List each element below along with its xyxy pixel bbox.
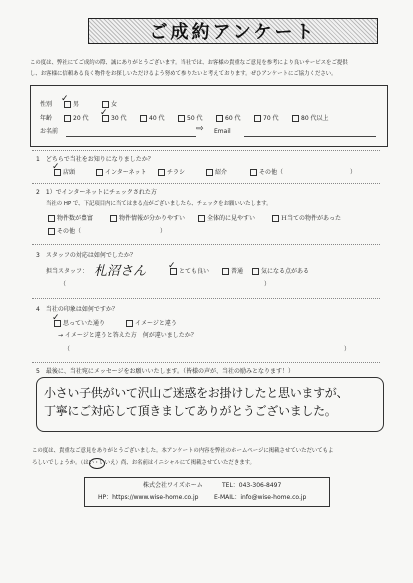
email-field[interactable] [246,128,374,136]
q1-option-internet[interactable] [96,169,146,176]
age-option-20[interactable] [64,115,89,122]
age-option-label: 60 代 [225,115,241,122]
q3-staff-name: 札沼さん [94,264,147,279]
age-option-label: 70 代 [263,115,279,122]
q3-option-label: とても良い [179,268,210,275]
gender-female-label: 女 [111,101,118,108]
consent-line-2: ろしいでしょうか。（はい・いいえ）尚、お名前はイニシャルにて掲載させていただきます。 [32,460,255,466]
q1-option-label: その他（ [259,169,284,176]
q2-subtitle: 当社の HP で、下記項目内に当てはまる点がございましたら、チェックをお願いいたします。 [46,201,272,207]
age-option-label: 20 代 [73,115,89,122]
q2-option-label: 物件数が豊富 [57,215,94,222]
q2-option-clear-info[interactable] [110,215,185,222]
q2-option-many-properties[interactable] [48,215,93,222]
gender-label: 性別 [40,101,53,108]
section-divider [32,150,380,151]
q4-checkmark-icon: ✓ [52,313,60,323]
q3-title: 3 スタッフの対応は如何でしたか？ [36,252,136,259]
intro-line-1: この度は、弊社にてご成約の際、誠にありがとうございます。当社では、お客様の貴重なご意見を参考により良いサービスをご提供 [30,60,348,66]
page-title: ご成約アンケート [88,18,378,44]
q2-option-label: Ｈ当ての物件があった [281,215,341,222]
q4-title: 4 当社の印象は如何ですか？ [36,306,118,313]
gender-male-label: 男 [73,101,80,108]
age-30-checkmark-icon: ✓ [100,108,108,118]
age-option-label: 30 代 [111,115,127,122]
name-field-line [66,136,196,137]
q2-option-label: 全体的に見やすい [207,215,256,222]
q3-option-label: 気になる点がある [261,268,310,275]
q1-checkmark-icon: ✓ [52,162,60,172]
section-divider [32,244,380,245]
age-option-70[interactable] [254,115,279,122]
q3-option-concern[interactable] [252,268,309,275]
section-divider [32,298,380,299]
footer-hp[interactable]: HP：https://www.wise-home.co.jp [98,494,199,501]
q4-option-label: イメージと違う [135,320,177,327]
q3-checkmark-icon: ✓ [168,261,176,271]
q1-option-referral[interactable] [206,169,227,176]
consent-yes-circle-mark [89,458,105,469]
section-divider [32,362,380,363]
q3-open: （ [60,281,67,288]
q3-option-normal[interactable] [222,268,243,275]
q1-option-label: 店頭 [63,169,76,176]
age-option-60[interactable] [216,115,241,122]
q1-option-other[interactable] [250,169,283,176]
gender-male-checkmark-icon: ✓ [61,94,69,104]
q1-option-label: インターネット [105,169,147,176]
age-option-40[interactable] [140,115,165,122]
section-divider [32,183,380,184]
q2-option-label: その他（ [57,228,82,235]
footer-email[interactable]: E-MAIL：info@wise-home.co.jp [214,494,307,501]
q3-option-label: 普通 [231,268,244,275]
q2-option-label: 物件情報が分かりやすい [119,215,186,222]
q1-option-label: チラシ [167,169,186,176]
age-option-50[interactable] [178,115,203,122]
q3-option-very-good[interactable] [170,268,209,275]
age-option-label: 80 代以上 [301,115,329,122]
age-label: 年齢 [40,115,53,122]
arrow-icon: ⇨ [196,124,204,134]
email-label: Email [214,128,231,135]
age-option-label: 50 代 [187,115,203,122]
q4-option-label: 思っていた通り [63,320,106,327]
q3-close: ） [264,281,271,288]
gender-female-checkbox[interactable] [102,101,117,108]
q4-option-as-expected[interactable] [54,320,105,327]
age-option-label: 40 代 [149,115,165,122]
age-option-80[interactable] [292,115,329,122]
consent-line-1: この度は、貴重なご意見をありがとうございました。本アンケートの内容を弊社のホームページに掲載させていただいてもよ [32,448,334,454]
footer-company: 株式会社ワイズホーム [143,482,203,489]
q2-option-easy-to-view[interactable] [198,215,255,222]
q5-message-line-2: 丁寧にご対応して頂きましてありがとうございました。 [44,404,337,418]
q2-option-target-property[interactable] [272,215,341,222]
q4-open: （ [64,346,71,353]
intro-line-2: し、お客様に信頼ある良く物件をお探しいただけるよう努めて参りたいと考えております。ぜひアンケートにご協力ください。 [30,71,337,77]
q2-other-close: ） [160,228,167,235]
name-field[interactable] [70,128,190,136]
footer-box [84,477,330,507]
q2-option-other[interactable] [48,228,81,235]
q5-title: 5 最後に、当社宛にメッセージをお願いいたします。（皆様の声が、当社の励みとなります！） [36,368,294,375]
q1-option-label: 紹介 [215,169,228,176]
q4-follow-up: → イメージと違うと答えた方 何が違いましたか？ [58,332,197,339]
footer-tel: TEL：043-306-8497 [222,482,282,489]
q2-title: 2 1）でインターネットにチェックされた方 [36,189,157,196]
q1-title: 1 どちらで当社をお知りになりましたか？ [36,156,154,163]
q3-staff-label: 担当スタッフ： [46,268,89,275]
q4-close: ） [344,346,351,353]
q5-message-line-1: 小さい子供がいて沢山ご迷惑をお掛けしたと思いますが、 [44,386,349,400]
name-label: お名前 [40,128,59,135]
q4-option-different[interactable] [126,320,177,327]
q1-other-close: ） [350,169,357,176]
email-field-line [244,136,376,137]
q1-option-flyer[interactable] [158,169,185,176]
